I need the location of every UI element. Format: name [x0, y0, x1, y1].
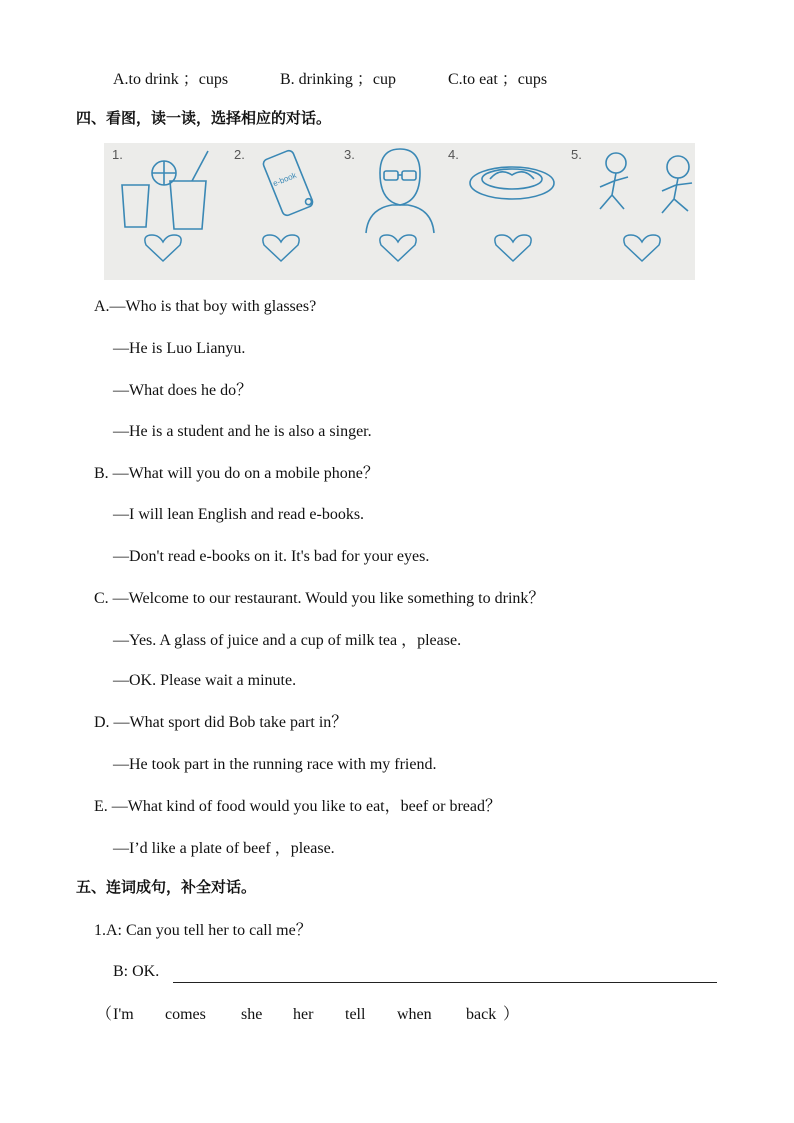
section-4-title: 四、看图，读一读，选择相应的对话。: [76, 109, 332, 127]
word-5: tell: [345, 1006, 366, 1023]
word-2: comes: [165, 1006, 206, 1023]
picture-number-3: 3.: [344, 147, 355, 162]
picture-number-1: 1.: [112, 147, 123, 162]
phone-label: e-book: [271, 170, 298, 189]
dialog-a-line-1: A.—Who is that boy with glasses?: [94, 298, 317, 315]
dialog-a-line-4: —He is a student and he is also a singer.: [113, 423, 372, 440]
word-7: back: [466, 1006, 497, 1023]
word-3: she: [241, 1006, 263, 1023]
dialog-d-line-2: —He took part in the running race with my friend.: [113, 756, 437, 773]
heart-5-icon: [624, 235, 660, 261]
dialog-b-line-2: —I will lean English and read e-books.: [113, 506, 365, 523]
option-a: A.to drink ；cups: [113, 71, 229, 88]
dialog-d-line-1: D. —What sport did Bob take part in？: [94, 714, 348, 731]
heart-4-icon: [495, 235, 531, 261]
drinks-icon: [122, 151, 208, 229]
paren-close: ）: [503, 1006, 520, 1023]
answer-blank-line[interactable]: [173, 982, 717, 983]
running-kids-icon: [600, 153, 692, 213]
picture-strip: [104, 143, 695, 280]
dialog-b-line-1: B. —What will you do on a mobile phone？: [94, 465, 379, 482]
dialog-c-line-2: —Yes. A glass of juice and a cup of milk tea ，please.: [113, 632, 462, 649]
word-6: when: [397, 1006, 432, 1023]
dialog-a-line-2: —He is Luo Lianyu.: [113, 340, 246, 357]
dialog-e-line-2: —I’d like a plate of beef ，please.: [113, 840, 335, 857]
picture-number-2: 2.: [234, 147, 245, 162]
picture-number-4: 4.: [448, 147, 459, 162]
heart-3-icon: [380, 235, 416, 261]
boy-with-glasses-icon: [366, 149, 434, 233]
dialog-b-line-3: —Don't read e-books on it. It's bad for your eyes.: [113, 548, 430, 565]
picture-drawings: [104, 143, 695, 280]
dialog-c-line-1: C. —Welcome to our restaurant. Would you like something to drink？: [94, 590, 545, 607]
section-5-title: 五、连词成句，补全对话。: [76, 878, 257, 896]
paren-open: （: [96, 1006, 113, 1023]
question-1-b: B: OK.: [113, 963, 160, 980]
picture-number-5: 5.: [571, 147, 582, 162]
phone-icon: [262, 149, 314, 217]
dialog-c-line-3: —OK. Please wait a minute.: [113, 672, 297, 689]
word-4: her: [293, 1006, 314, 1023]
option-c: C.to eat ；cups: [448, 71, 548, 88]
option-b: B. drinking ；cup: [280, 71, 396, 88]
word-1: I'm: [113, 1006, 134, 1023]
plate-of-food-icon: [470, 167, 554, 199]
heart-2-icon: [263, 235, 299, 261]
heart-1-icon: [145, 235, 181, 261]
question-1-a: 1.A: Can you tell her to call me？: [94, 922, 312, 939]
dialog-a-line-3: —What does he do？: [113, 382, 253, 399]
dialog-e-line-1: E. —What kind of food would you like to eat，beef or bread？: [94, 798, 502, 815]
